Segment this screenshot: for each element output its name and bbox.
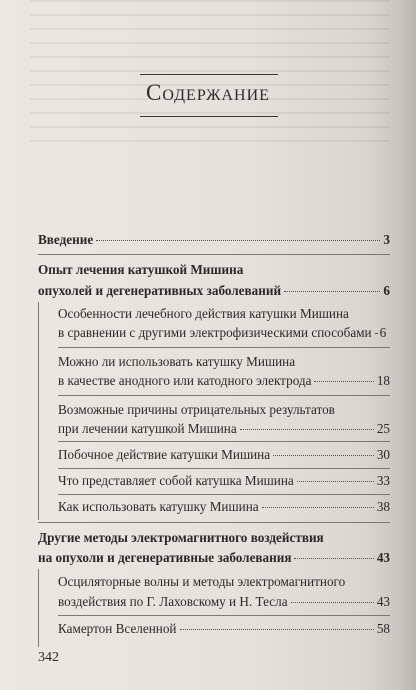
toc-item-line2: воздействия по Г. Лаховскому и Н. Тесла (58, 594, 288, 609)
leader-dots (180, 629, 374, 630)
toc-item[interactable] (58, 499, 390, 515)
toc-section-2[interactable] (38, 550, 390, 566)
toc-item[interactable] (58, 373, 390, 389)
toc-entry-intro[interactable] (38, 232, 390, 248)
section-2-bracket (38, 569, 39, 647)
separator-line (58, 468, 390, 469)
toc-item-page: 6 (379, 325, 387, 340)
title-rule-top (140, 74, 278, 75)
toc-section-1-title-line2: опухолей и дегенеративных заболеваний (38, 283, 282, 298)
leader-dots (375, 333, 377, 334)
toc-section-2-title-line1[interactable]: Другие методы электромагнитного воздействия (38, 530, 324, 545)
toc-item-line1[interactable]: Можно ли использовать катушку Мишина (58, 354, 296, 369)
toc-section-2-page: 43 (376, 550, 390, 565)
toc-entry-title: Введение (38, 232, 94, 247)
leader-dots (291, 602, 374, 603)
toc-item-page: 18 (376, 373, 390, 388)
toc-section-1[interactable] (38, 283, 390, 299)
toc-item-page: 58 (376, 621, 390, 636)
toc-item-page: 43 (376, 594, 390, 609)
toc-section-1-title-line1[interactable]: Опыт лечения катушкой Мишина (38, 262, 244, 277)
bleed-through-text (30, 0, 390, 150)
toc-item-title: Что представляет собой катушка Мишина (58, 473, 294, 488)
toc-item-page: 38 (376, 499, 390, 514)
toc-item[interactable] (58, 421, 390, 437)
leader-dots (96, 240, 380, 241)
toc-item[interactable] (58, 594, 390, 610)
toc-item-line1[interactable]: Возможные причины отрицательных результатов (58, 402, 335, 417)
leader-dots (240, 429, 374, 430)
toc-item-page: 33 (376, 473, 390, 488)
toc-item-title: Как использовать катушку Мишина (58, 499, 259, 514)
leader-dots (294, 558, 373, 559)
page-number: 342 (38, 650, 59, 665)
separator-line (58, 494, 390, 495)
page-title: Содержание (146, 80, 270, 105)
toc-item-line2: в качестве анодного или катодного электрода (58, 373, 312, 388)
toc-item-title: Камертон Вселенной (58, 621, 177, 636)
separator-line (58, 347, 390, 348)
separator-line (38, 254, 390, 255)
toc-item-page: 25 (376, 421, 390, 436)
toc-item-title: Побочное действие катушки Мишина (58, 447, 271, 462)
toc-section-1-page: 6 (383, 283, 390, 298)
toc-item-page: 30 (376, 447, 390, 462)
separator-line (58, 395, 390, 396)
separator-line (38, 522, 390, 523)
separator-line (58, 615, 390, 616)
toc-item[interactable] (58, 473, 390, 489)
separator-line (58, 441, 390, 442)
toc-item-line1[interactable]: Особенности лечебного действия катушки Мишина (58, 306, 349, 321)
leader-dots (273, 455, 374, 456)
toc-section-2-title-line2: на опухоли и дегенеративные заболевания (38, 550, 292, 565)
toc-item[interactable] (58, 621, 390, 637)
toc-item-line1[interactable]: Осциляторные волны и методы электромагнитного (58, 574, 346, 589)
toc-item[interactable] (58, 325, 390, 341)
title-rule-bottom (140, 116, 278, 117)
toc-item-line2: в сравнении с другими электрофизическими способами (58, 325, 372, 340)
leader-dots (297, 481, 374, 482)
toc-item[interactable] (58, 447, 390, 463)
section-1-bracket (38, 302, 39, 520)
leader-dots (284, 291, 380, 292)
leader-dots (314, 381, 373, 382)
leader-dots (262, 507, 374, 508)
toc-item-line2: при лечении катушкой Мишина (58, 421, 237, 436)
toc-entry-page: 3 (383, 232, 390, 247)
